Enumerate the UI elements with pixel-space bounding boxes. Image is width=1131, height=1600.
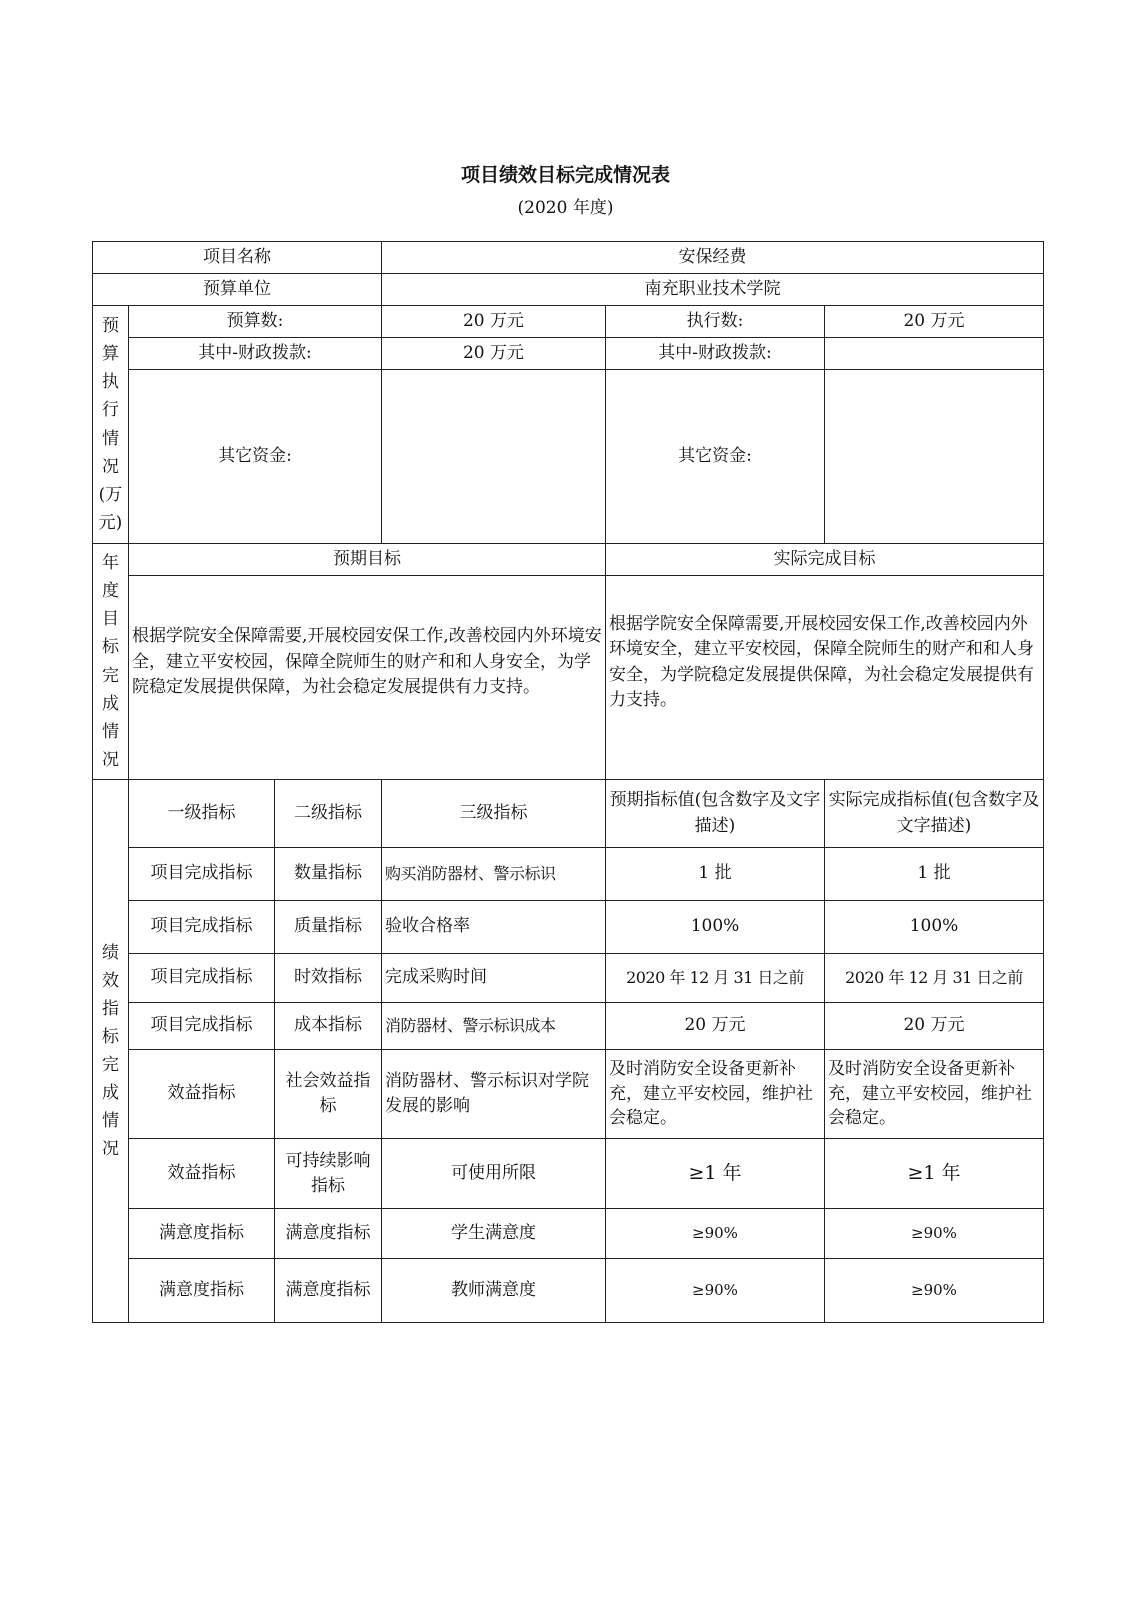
budget-amount-row	[93, 306, 1044, 338]
level3-cell: 消防器材、警示标识成本	[382, 1003, 606, 1050]
table-row	[93, 1209, 1044, 1259]
table-row	[93, 1139, 1044, 1209]
fiscal-value: 20 万元	[382, 338, 606, 370]
level1-cell: 项目完成指标	[129, 954, 275, 1003]
actual-cell: ≥90%	[825, 1209, 1044, 1259]
level1-cell: 满意度指标	[129, 1209, 275, 1259]
other-funds-exec-label: 其它资金:	[606, 370, 825, 544]
level1-cell: 项目完成指标	[129, 848, 275, 901]
level1-cell: 效益指标	[129, 1050, 275, 1139]
other-funds-label: 其它资金:	[129, 370, 382, 544]
level2-cell: 可持续影响指标	[275, 1139, 382, 1209]
budget-unit-label: 预算单位	[93, 274, 382, 306]
other-funds-value	[382, 370, 606, 544]
level1-cell: 满意度指标	[129, 1259, 275, 1323]
expected-cell: 2020 年 12 月 31 日之前	[606, 954, 825, 1003]
level2-cell: 成本指标	[275, 1003, 382, 1050]
fiscal-label: 其中-财政拨款:	[129, 338, 382, 370]
other-funds-row	[93, 370, 1044, 544]
expected-cell: 100%	[606, 901, 825, 954]
expected-cell: ≥90%	[606, 1209, 825, 1259]
budget-section-label: 预 算 执 行 情 况 (万 元)	[93, 306, 129, 544]
table-row	[93, 848, 1044, 901]
table-row	[93, 1259, 1044, 1323]
table-row	[93, 954, 1044, 1003]
actual-cell: 100%	[825, 901, 1044, 954]
annual-header-row	[93, 544, 1044, 576]
project-name-value: 安保经费	[382, 242, 1044, 274]
exec-amount-label: 执行数:	[606, 306, 825, 338]
indicator-section-label: 绩 效 指 标 完 成 情 况	[93, 780, 129, 1323]
level2-cell: 数量指标	[275, 848, 382, 901]
actual-cell: 及时消防安全设备更新补充，建立平安校园，维护社会稳定。	[825, 1050, 1044, 1139]
table-row	[93, 901, 1044, 954]
level1-cell: 效益指标	[129, 1139, 275, 1209]
fiscal-exec-value	[825, 338, 1044, 370]
expected-goal-header: 预期目标	[129, 544, 606, 576]
budget-amount-label: 预算数:	[129, 306, 382, 338]
level1-cell: 项目完成指标	[129, 1003, 275, 1050]
actual-cell: ≥90%	[825, 1259, 1044, 1323]
indicator-header-row	[93, 780, 1044, 848]
fiscal-exec-label: 其中-财政拨款:	[606, 338, 825, 370]
actual-cell: 20 万元	[825, 1003, 1044, 1050]
budget-unit-value: 南充职业技术学院	[382, 274, 1044, 306]
actual-goal-header: 实际完成目标	[606, 544, 1044, 576]
expected-cell: ≥1 年	[606, 1139, 825, 1209]
level3-cell: 验收合格率	[382, 901, 606, 954]
expected-goal-text: 根据学院安全保障需要,开展校园安保工作,改善校园内外环境安全，建立平安校园，保障全院师生的财产和和人身安全，为学院稳定发展提供保障，为社会稳定发展提供有力支持。	[129, 576, 606, 780]
level2-cell: 社会效益指标	[275, 1050, 382, 1139]
header-actual: 实际完成指标值(包含数字及文字描述)	[825, 780, 1044, 848]
page-title: 项目绩效目标完成情况表	[460, 164, 670, 186]
expected-cell: 20 万元	[606, 1003, 825, 1050]
level3-cell: 可使用所限	[382, 1139, 606, 1209]
level3-cell: 完成采购时间	[382, 954, 606, 1003]
expected-cell: 及时消防安全设备更新补充，建立平安校园，维护社会稳定。	[606, 1050, 825, 1139]
expected-cell: 1 批	[606, 848, 825, 901]
budget-amount-value: 20 万元	[382, 306, 606, 338]
table-row	[93, 1050, 1044, 1139]
actual-goal-text: 根据学院安全保障需要,开展校园安保工作,改善校园内外环境安全，建立平安校园，保障全院师生的财产和和人身安全，为学院稳定发展提供保障，为社会稳定发展提供有力支持。	[606, 576, 1044, 780]
annual-goal-row	[93, 576, 1044, 780]
actual-cell: ≥1 年	[825, 1139, 1044, 1209]
table-row	[93, 1003, 1044, 1050]
budget-unit-row	[93, 274, 1044, 306]
level3-cell: 教师满意度	[382, 1259, 606, 1323]
exec-amount-value: 20 万元	[825, 306, 1044, 338]
level3-cell: 购买消防器材、警示标识	[382, 848, 606, 901]
level1-cell: 项目完成指标	[129, 901, 275, 954]
fiscal-row	[93, 338, 1044, 370]
actual-cell: 2020 年 12 月 31 日之前	[825, 954, 1044, 1003]
project-name-row	[93, 242, 1044, 274]
other-funds-exec-value	[825, 370, 1044, 544]
level2-cell: 质量指标	[275, 901, 382, 954]
actual-cell: 1 批	[825, 848, 1044, 901]
annual-section-label: 年 度 目 标 完 成 情 况	[93, 544, 129, 780]
level2-cell: 满意度指标	[275, 1209, 382, 1259]
header-level2: 二级指标	[275, 780, 382, 848]
level3-cell: 学生满意度	[382, 1209, 606, 1259]
performance-table	[92, 241, 1044, 1323]
header-level1: 一级指标	[129, 780, 275, 848]
level2-cell: 时效指标	[275, 954, 382, 1003]
header-expected: 预期指标值(包含数字及文字描述)	[606, 780, 825, 848]
expected-cell: ≥90%	[606, 1259, 825, 1323]
level3-cell: 消防器材、警示标识对学院发展的影响	[382, 1050, 606, 1139]
project-name-label: 项目名称	[93, 242, 382, 274]
page-subtitle: (2020 年度)	[517, 198, 614, 218]
level2-cell: 满意度指标	[275, 1259, 382, 1323]
header-level3: 三级指标	[382, 780, 606, 848]
